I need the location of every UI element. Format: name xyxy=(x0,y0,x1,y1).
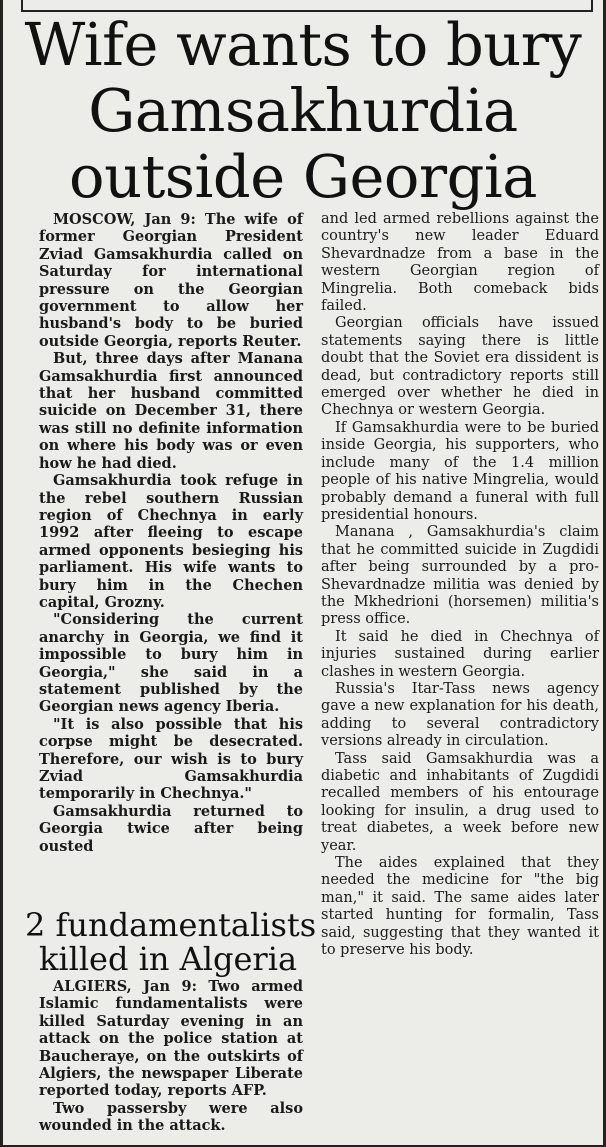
article-paragraph: "Considering the current anarchy in Georgia, we find it impossible to bury him in Georgia," she said in a statement published by the Georgian news agency Iberia. xyxy=(39,611,303,716)
article-paragraph: The aides explained that they needed the medicine for "the big man," it said. The same aides later started hunting for formalin, Tass said, suggesting that they wanted it to preserve his body. xyxy=(321,855,599,959)
article-paragraph: But, three days after Manana Gamsakhurdia first announced that her husband committed suicide on December 31, there was still no definite information on where his body was or even how he had died. xyxy=(39,350,303,472)
article-paragraph: Gamsakhurdia took refuge in the rebel southern Russian region of Chechnya in early 1992 after fleeing to escape armed opponents besieging his parliament. His wife wants to bury him in the Chechen capital, Grozny. xyxy=(39,472,303,611)
article-paragraph: Tass said Gamsakhurdia was a diabetic and inhabitants of Zugdidi recalled members of his entourage looking for insulin, a drug used to treat diabetes, a week before new year. xyxy=(321,750,599,854)
headline-line-2: Gamsakhurdia xyxy=(88,76,518,145)
article-right-column xyxy=(321,211,599,959)
main-headline xyxy=(3,12,603,210)
sub-article-paragraph: Two passersby were also wounded in the attack. xyxy=(39,1099,303,1135)
article-paragraph: It said he died in Chechnya of injuries sustained during earlier clashes in western Georgia. xyxy=(321,628,599,680)
article-paragraph: Manana , Gamsakhurdia's claim that he committed suicide in Zugdidi after being surrounded by a pro-Shevardnadze militia was denied by the Mkhedrioni (horsemen) militia's press office. xyxy=(321,524,599,628)
dateline: ALGIERS, Jan 9: xyxy=(53,978,197,995)
article-paragraph: and led armed rebellions against the country's new leader Eduard Shevardnadze from a base in the western Georgian region of Mingrelia. Both comeback bids failed. xyxy=(321,211,599,315)
sub-headline-line-1: 2 fundamentalists xyxy=(25,906,317,944)
article-paragraph: Georgian officials have issued statements saying there is little doubt that the Soviet era dissident is dead, but contradictory reports still emerged over whether he died in Chechnya or western Georgia. xyxy=(321,315,599,419)
headline-line-3: outside Georgia xyxy=(69,142,537,211)
sub-headline xyxy=(25,906,317,978)
sub-headline-line-2: killed in Algeria xyxy=(38,940,298,978)
article-paragraph: If Gamsakhurdia were to be buried inside Georgia, his supporters, who include many of the 1.4 million people of his native Mingrelia, would probably demand a funeral with full presidential honours. xyxy=(321,419,599,523)
article-paragraph: Russia's Itar-Tass news agency gave a new explanation for his death, adding to several contradictory versions already in circulation. xyxy=(321,680,599,750)
headline-line-1: Wife wants to bury xyxy=(24,10,582,79)
article-paragraph: Gamsakhurdia returned to Georgia twice after being ousted xyxy=(39,802,303,855)
article-paragraph: MOSCOW, Jan 9: The wife of former Georgian President Zviad Gamsakhurdia called on Saturday for international pressure on the Georgian government to allow her husband's body to be buried outside Georgia, reports Reuter. xyxy=(39,211,303,350)
article-left-column xyxy=(39,211,303,855)
sub-article-column xyxy=(39,978,303,1135)
sub-article-paragraph: ALGIERS, Jan 9: Two armed Islamic fundamentalists were killed Saturday evening in an attack on the police station at Baucheraye, on the outskirts of Algiers, the newspaper Liberate reported today, reports AFP. xyxy=(39,978,303,1100)
dateline: MOSCOW, Jan 9: xyxy=(53,211,196,228)
article-paragraph: "It is also possible that his corpse might be desecrated. Therefore, our wish is to bury Zviad Gamsakhurdia temporarily in Chechnya." xyxy=(39,715,303,803)
